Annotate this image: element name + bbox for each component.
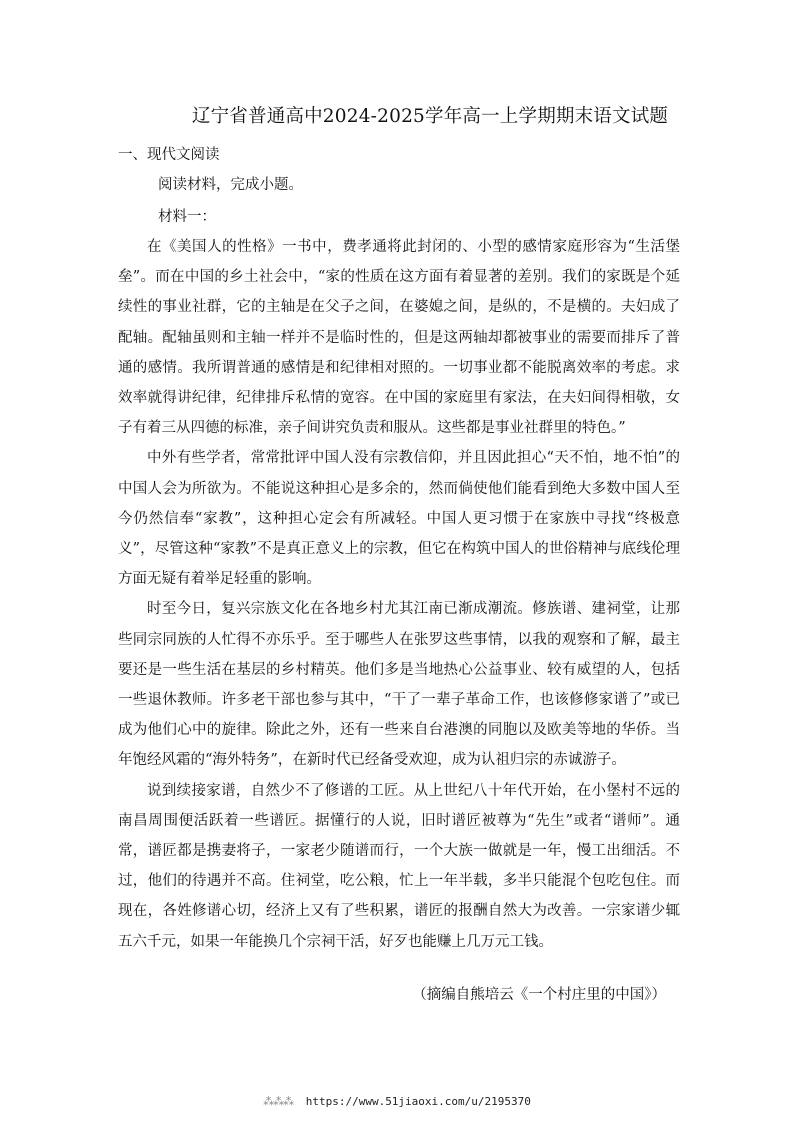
footer-url-link[interactable]: https://www.51jiaoxi.com/u/2195370 — [305, 1095, 531, 1108]
reading-instruction: 阅读材料，完成小题。 — [158, 177, 303, 193]
watermark-icon: ⁂⁂⁂ — [263, 1095, 294, 1108]
source-citation: （摘编自熊培云《一个村庄里的中国》） — [412, 987, 666, 1003]
passage-paragraph: 在《美国人的性格》一书中，费孝通将此封闭的、小型的感情家庭形容为“生活堡垒”。而在中国的乡土社会中，“家的性质在这方面有着显著的差别。我们的家既是个延续性的事业社群，它的主轴是在父子之间，在婆媳之间，是纵的，不是横的。夫妇成了配轴。配轴虽则和主轴一样并不是临时性的，但是这两轴却都被事业的需要而排斥了普通的感情。我所谓普通的感情是和纪律相对照的。一切事业都不能脱离效率的考虑。求效率就得讲纪律，纪律排斥私情的宽容。在中国的家庭里有家法，在夫妇间得相敬，女子有着三从四德的标准，亲子间讲究负责和服从。这些都是事业社群里的特色。” — [118, 239, 680, 437]
material-label: 材料一： — [158, 209, 216, 225]
passage-paragraph: 说到续接家谱，自然少不了修谱的工匠。从上世纪八十年代开始，在小堡村不远的南昌周围便活跃着一些谱匠。据懂行的人说，旧时谱匠被尊为“先生”或者“谱师”。通常，谱匠都是携妻将子，一家老少随谱而行，一个大族一做就是一年，慢工出细活。不过，他们的待遇并不高。住祠堂，吃公粮，忙上一年半载，多半只能混个包吃包住。而现在，各姓修谱心切，经济上又有了些积累，谱匠的报酬自然大为改善。一宗家谱少辄五六千元，如果一年能换几个宗祠干活，好歹也能赚上几万元工钱。 — [118, 782, 680, 950]
passage-paragraph: 中外有些学者，常常批评中国人没有宗教信仰，并且因此担心“天不怕，地不怕”的中国人会为所欲为。不能说这种担心是多余的，然而倘使他们能看到绝大多数中国人至今仍然信奉“家教”，这种担心定会有所减轻。中国人更习惯于在家族中寻找“终极意义”，尽管这种“家教”不是真正意义上的宗教，但它在构筑中国人的世俗精神与底线伦理方面无疑有着举足轻重的影响。 — [118, 450, 680, 588]
page-footer — [0, 1094, 794, 1110]
page-title: 辽宁省普通高中2024-2025学年高一上学期期末语文试题 — [191, 106, 669, 127]
passage-paragraph: 时至今日，复兴宗族文化在各地乡村尤其江南已渐成潮流。修族谱、建祠堂，让那些同宗同族的人忙得不亦乐乎。至于哪些人在张罗这些事情，以我的观察和了解，最主要还是一些生活在基层的乡村精英。他们多是当地热心公益事业、较有威望的人，包括一些退休教师。许多老干部也参与其中，“干了一辈子革命工作，也该修修家谱了”或已成为他们心中的旋律。除此之外，还有一些来自台港澳的同胞以及欧美等地的华侨。当年饱经风霜的“海外特务”，在新时代已经备受欢迎，成为认祖归宗的赤诚游子。 — [118, 601, 680, 769]
passage-body — [118, 232, 680, 957]
section-heading: 一、现代文阅读 — [118, 147, 220, 163]
